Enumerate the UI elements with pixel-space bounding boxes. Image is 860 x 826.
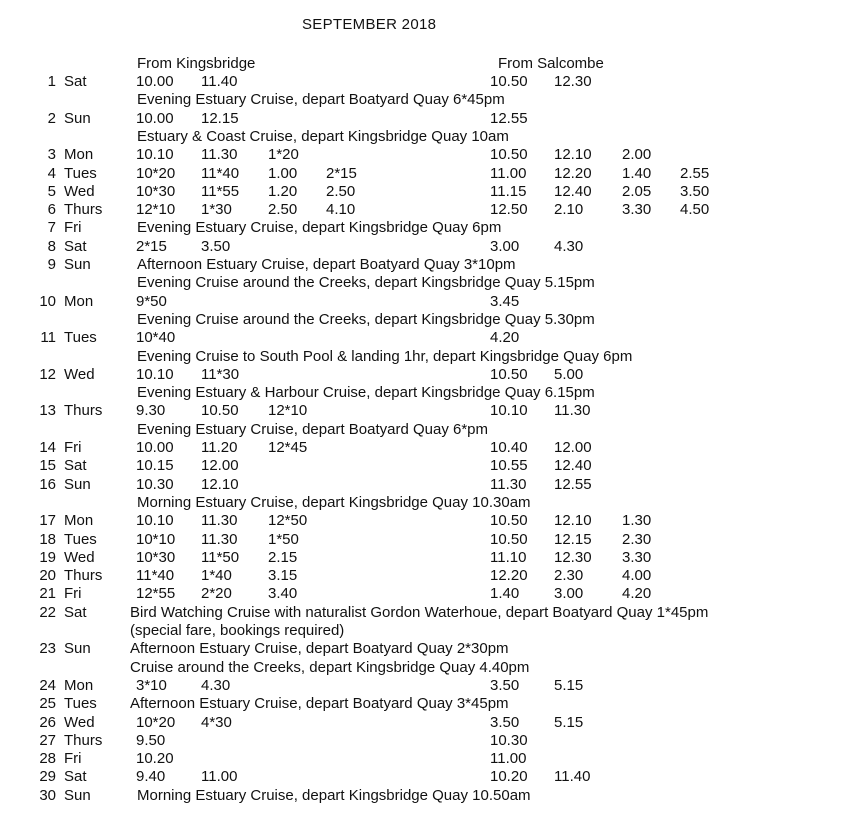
cruise-note: Evening Estuary & Harbour Cruise, depart Kingsbridge Quay 6.15pm: [137, 384, 595, 401]
kingsbridge-departure-time: 10.00: [136, 110, 174, 127]
salcombe-departure-time: 10.20: [490, 768, 528, 785]
cruise-note: Evening Cruise around the Creeks, depart Kingsbridge Quay 5.15pm: [137, 274, 595, 291]
day-number: 21: [39, 585, 56, 602]
day-name: Fri: [64, 219, 82, 236]
salcombe-departure-time: 3.00: [554, 585, 584, 602]
day-number: 26: [39, 714, 56, 731]
kingsbridge-departure-time: 10*30: [136, 549, 176, 566]
kingsbridge-departure-time: 10.00: [136, 73, 174, 90]
day-name: Sun: [64, 110, 91, 127]
kingsbridge-departure-time: 10.10: [136, 146, 174, 163]
kingsbridge-departure-time: 10.50: [201, 402, 239, 419]
cruise-note: Evening Estuary Cruise, depart Kingsbridge Quay 6pm: [137, 219, 502, 236]
kingsbridge-departure-time: 10*10: [136, 531, 176, 548]
salcombe-departure-time: 10.10: [490, 402, 528, 419]
day-number: 5: [47, 183, 56, 200]
salcombe-departure-time: 1.40: [490, 585, 520, 602]
salcombe-departure-time: 12.40: [554, 183, 592, 200]
kingsbridge-departure-time: 11*55: [201, 183, 240, 200]
kingsbridge-departure-time: 3.15: [268, 567, 298, 584]
day-name: Wed: [64, 183, 95, 200]
kingsbridge-departure-time: 10*30: [136, 183, 176, 200]
day-number: 11: [40, 329, 56, 346]
salcombe-departure-time: 12.30: [554, 73, 592, 90]
header-from-salcombe: From Salcombe: [498, 55, 604, 72]
salcombe-departure-time: 10.50: [490, 531, 528, 548]
day-name: Sun: [64, 640, 91, 657]
kingsbridge-departure-time: 12.00: [201, 457, 239, 474]
kingsbridge-departure-time: 2.50: [268, 201, 298, 218]
salcombe-departure-time: 12.50: [490, 201, 528, 218]
kingsbridge-departure-time: 4*30: [201, 714, 232, 731]
kingsbridge-departure-time: 2*15: [136, 238, 167, 255]
salcombe-departure-time: 2.10: [554, 201, 584, 218]
day-name: Thurs: [64, 567, 103, 584]
salcombe-departure-time: 11.30: [554, 402, 591, 419]
day-number: 25: [39, 695, 56, 712]
day-name: Wed: [64, 714, 95, 731]
day-number: 2: [47, 110, 56, 127]
kingsbridge-departure-time: 11*40: [136, 567, 175, 584]
day-name: Sat: [64, 768, 87, 785]
kingsbridge-departure-time: 10.00: [136, 439, 174, 456]
salcombe-departure-time: 12.10: [554, 146, 592, 163]
cruise-note: Evening Estuary Cruise, depart Boatyard Quay 6*45pm: [137, 91, 505, 108]
day-name: Sun: [64, 787, 91, 804]
day-number: 13: [39, 402, 56, 419]
day-number: 23: [39, 640, 56, 657]
day-name: Sat: [64, 73, 87, 90]
page-title: SEPTEMBER 2018: [302, 16, 437, 33]
salcombe-departure-time: 3.00: [490, 238, 520, 255]
salcombe-departure-time: 11.10: [490, 549, 527, 566]
kingsbridge-departure-time: 11*30: [201, 366, 240, 383]
day-number: 12: [39, 366, 56, 383]
day-number: 27: [39, 732, 56, 749]
day-name: Mon: [64, 512, 94, 529]
cruise-note: Cruise around the Creeks, depart Kingsbridge Quay 4.40pm: [130, 659, 530, 676]
kingsbridge-departure-time: 9.30: [136, 402, 166, 419]
kingsbridge-departure-time: 11.30: [201, 512, 238, 529]
kingsbridge-departure-time: 1*20: [268, 146, 299, 163]
salcombe-departure-time: 2.30: [622, 531, 652, 548]
kingsbridge-departure-time: 12*55: [136, 585, 176, 602]
kingsbridge-departure-time: 12*10: [268, 402, 308, 419]
kingsbridge-departure-time: 1*40: [201, 567, 232, 584]
day-name: Thurs: [64, 402, 103, 419]
day-number: 6: [47, 201, 56, 218]
salcombe-departure-time: 11.15: [490, 183, 527, 200]
salcombe-departure-time: 3.30: [622, 549, 652, 566]
cruise-note: Evening Cruise to South Pool & landing 1hr, depart Kingsbridge Quay 6pm: [137, 348, 633, 365]
day-number: 28: [39, 750, 56, 767]
day-number: 10: [39, 293, 56, 310]
salcombe-departure-time: 2.55: [680, 165, 710, 182]
salcombe-departure-time: 3.50: [680, 183, 710, 200]
salcombe-departure-time: 11.40: [554, 768, 591, 785]
kingsbridge-departure-time: 10.15: [136, 457, 174, 474]
salcombe-departure-time: 1.30: [622, 512, 652, 529]
salcombe-departure-time: 11.00: [490, 750, 527, 767]
day-number: 7: [47, 219, 56, 236]
day-number: 17: [39, 512, 56, 529]
kingsbridge-departure-time: 11*50: [201, 549, 240, 566]
kingsbridge-departure-time: 2.15: [268, 549, 298, 566]
kingsbridge-departure-time: 1*50: [268, 531, 299, 548]
day-name: Sat: [64, 604, 87, 621]
cruise-note: Afternoon Estuary Cruise, depart Boatyard Quay 2*30pm: [130, 640, 509, 657]
day-name: Fri: [64, 439, 82, 456]
salcombe-departure-time: 10.50: [490, 73, 528, 90]
salcombe-departure-time: 5.15: [554, 714, 584, 731]
day-name: Mon: [64, 293, 94, 310]
day-number: 15: [39, 457, 56, 474]
day-name: Thurs: [64, 201, 103, 218]
kingsbridge-departure-time: 11.20: [201, 439, 238, 456]
salcombe-departure-time: 12.20: [554, 165, 592, 182]
kingsbridge-departure-time: 11*40: [201, 165, 240, 182]
day-number: 19: [39, 549, 56, 566]
salcombe-departure-time: 4.50: [680, 201, 710, 218]
day-number: 8: [47, 238, 56, 255]
cruise-note: Evening Cruise around the Creeks, depart Kingsbridge Quay 5.30pm: [137, 311, 595, 328]
kingsbridge-departure-time: 12.15: [201, 110, 239, 127]
kingsbridge-departure-time: 9*50: [136, 293, 167, 310]
salcombe-departure-time: 12.55: [554, 476, 592, 493]
day-number: 29: [39, 768, 56, 785]
salcombe-departure-time: 10.50: [490, 146, 528, 163]
kingsbridge-departure-time: 2*20: [201, 585, 232, 602]
cruise-note: Evening Estuary Cruise, depart Boatyard Quay 6*pm: [137, 421, 489, 438]
day-name: Sun: [64, 256, 91, 273]
kingsbridge-departure-time: 1*30: [201, 201, 232, 218]
kingsbridge-departure-time: 9.40: [136, 768, 166, 785]
kingsbridge-departure-time: 12*10: [136, 201, 176, 218]
kingsbridge-departure-time: 2*15: [326, 165, 357, 182]
salcombe-departure-time: 2.05: [622, 183, 652, 200]
salcombe-departure-time: 5.15: [554, 677, 584, 694]
day-number: 4: [47, 165, 56, 182]
kingsbridge-departure-time: 11.00: [201, 768, 238, 785]
kingsbridge-departure-time: 11.30: [201, 531, 238, 548]
salcombe-departure-time: 12.40: [554, 457, 592, 474]
day-name: Fri: [64, 750, 82, 767]
day-number: 22: [39, 604, 56, 621]
kingsbridge-departure-time: 12*50: [268, 512, 308, 529]
day-number: 24: [39, 677, 56, 694]
day-name: Thurs: [64, 732, 103, 749]
header-from-kingsbridge: From Kingsbridge: [137, 55, 256, 72]
salcombe-departure-time: 4.20: [622, 585, 652, 602]
cruise-note: Morning Estuary Cruise, depart Kingsbridge Quay 10.50am: [137, 787, 531, 804]
day-number: 20: [39, 567, 56, 584]
salcombe-departure-time: 5.00: [554, 366, 584, 383]
salcombe-departure-time: 10.50: [490, 366, 528, 383]
day-number: 14: [39, 439, 56, 456]
kingsbridge-departure-time: 9.50: [136, 732, 166, 749]
kingsbridge-departure-time: 3.50: [201, 238, 231, 255]
day-number: 3: [47, 146, 56, 163]
kingsbridge-departure-time: 10.10: [136, 366, 174, 383]
salcombe-departure-time: 10.50: [490, 512, 528, 529]
salcombe-departure-time: 12.15: [554, 531, 592, 548]
cruise-note: Afternoon Estuary Cruise, depart Boatyard Quay 3*10pm: [137, 256, 516, 273]
day-number: 30: [39, 787, 56, 804]
salcombe-departure-time: 3.45: [490, 293, 520, 310]
salcombe-departure-time: 12.30: [554, 549, 592, 566]
kingsbridge-departure-time: 10.30: [136, 476, 174, 493]
salcombe-departure-time: 12.10: [554, 512, 592, 529]
kingsbridge-departure-time: 1.00: [268, 165, 298, 182]
day-name: Wed: [64, 366, 95, 383]
cruise-note: Bird Watching Cruise with naturalist Gordon Waterhoue, depart Boatyard Quay 1*45pm: [130, 604, 709, 621]
salcombe-departure-time: 12.55: [490, 110, 528, 127]
cruise-note: Morning Estuary Cruise, depart Kingsbridge Quay 10.30am: [137, 494, 531, 511]
kingsbridge-departure-time: 10*40: [136, 329, 176, 346]
salcombe-departure-time: 3.50: [490, 677, 520, 694]
day-name: Tues: [64, 531, 97, 548]
kingsbridge-departure-time: 12*45: [268, 439, 308, 456]
cruise-note: (special fare, bookings required): [130, 622, 345, 639]
day-name: Sat: [64, 457, 87, 474]
salcombe-departure-time: 1.40: [622, 165, 652, 182]
salcombe-departure-time: 4.00: [622, 567, 652, 584]
kingsbridge-departure-time: 4.10: [326, 201, 356, 218]
day-number: 16: [39, 476, 56, 493]
salcombe-departure-time: 2.30: [554, 567, 584, 584]
salcombe-departure-time: 3.50: [490, 714, 520, 731]
cruise-note: Estuary & Coast Cruise, depart Kingsbridge Quay 10am: [137, 128, 509, 145]
kingsbridge-departure-time: 1.20: [268, 183, 298, 200]
day-name: Mon: [64, 677, 94, 694]
kingsbridge-departure-time: 11.30: [201, 146, 238, 163]
salcombe-departure-time: 10.30: [490, 732, 528, 749]
salcombe-departure-time: 12.20: [490, 567, 528, 584]
salcombe-departure-time: 11.00: [490, 165, 527, 182]
kingsbridge-departure-time: 10.20: [136, 750, 174, 767]
salcombe-departure-time: 11.30: [490, 476, 527, 493]
kingsbridge-departure-time: 11.40: [201, 73, 238, 90]
kingsbridge-departure-time: 2.50: [326, 183, 356, 200]
salcombe-departure-time: 4.20: [490, 329, 520, 346]
kingsbridge-departure-time: 4.30: [201, 677, 231, 694]
kingsbridge-departure-time: 3.40: [268, 585, 298, 602]
salcombe-departure-time: 4.30: [554, 238, 584, 255]
day-name: Sun: [64, 476, 91, 493]
salcombe-departure-time: 10.55: [490, 457, 528, 474]
cruise-note: Afternoon Estuary Cruise, depart Boatyard Quay 3*45pm: [130, 695, 509, 712]
day-number: 9: [47, 256, 56, 273]
day-number: 1: [47, 73, 56, 90]
day-name: Fri: [64, 585, 82, 602]
day-name: Tues: [64, 329, 97, 346]
salcombe-departure-time: 10.40: [490, 439, 528, 456]
salcombe-departure-time: 12.00: [554, 439, 592, 456]
day-name: Sat: [64, 238, 87, 255]
salcombe-departure-time: 3.30: [622, 201, 652, 218]
day-number: 18: [39, 531, 56, 548]
day-name: Tues: [64, 695, 97, 712]
kingsbridge-departure-time: 10*20: [136, 165, 176, 182]
kingsbridge-departure-time: 12.10: [201, 476, 239, 493]
salcombe-departure-time: 2.00: [622, 146, 652, 163]
day-name: Mon: [64, 146, 94, 163]
kingsbridge-departure-time: 10.10: [136, 512, 174, 529]
kingsbridge-departure-time: 3*10: [136, 677, 167, 694]
day-name: Wed: [64, 549, 95, 566]
day-name: Tues: [64, 165, 97, 182]
kingsbridge-departure-time: 10*20: [136, 714, 176, 731]
